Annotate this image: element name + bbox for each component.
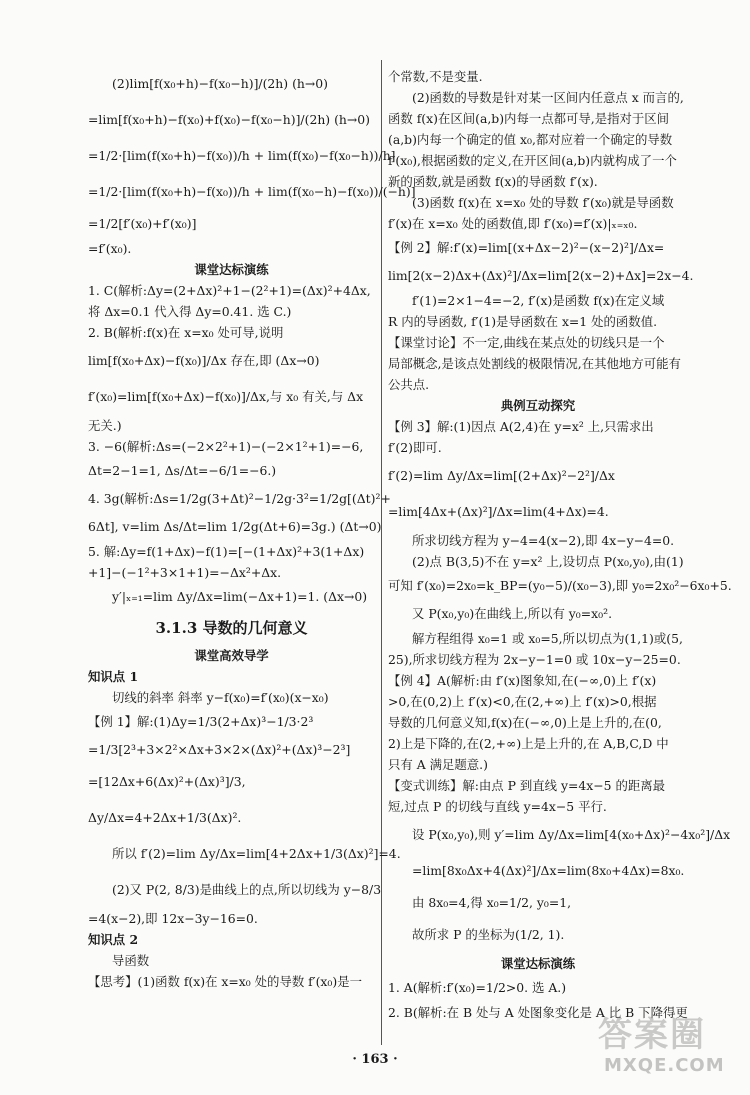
left-line: =[12Δx+6(Δx)²+(Δx)³]/3, [88,774,246,789]
left-line: =1/3[2³+3×2²×Δx+3×2×(Δx)²+(Δx)³−2³] [88,742,351,757]
left-line: 5. 解:Δy=f(1+Δx)−f(1)=[−(1+Δx)²+3(1+Δx) [88,544,365,559]
column-divider [381,60,382,1045]
page-number: · 163 · [352,1052,398,1067]
right-line: 公共点. [388,377,430,392]
right-line: 25),所求切线方程为 2x−y−1=0 或 10x−y−25=0. [388,652,681,667]
left-line: 知识点 1 [88,669,139,684]
left-line: 课堂达标演练 [194,262,269,277]
left-line: =f′(x₀). [88,241,132,256]
left-line: f′(x₀)=lim[f(x₀+Δx)−f(x₀)]/Δx,与 x₀ 有关,与 Δx [88,389,364,404]
right-line: 解方程组得 x₀=1 或 x₀=5,所以切点为(1,1)或(5, [412,631,683,646]
left-line: =1/2·[lim(f(x₀+h)−f(x₀))/h + lim(f(x₀−h)−f(x₀))/(−h)] [88,184,416,199]
right-line: (2)函数的导数是针对某一区间内任意点 x 而言的, [412,90,684,105]
right-line: lim[2(x−2)Δx+(Δx)²]/Δx=lim[2(x−2)+Δx]=2x−4. [388,268,694,283]
right-line: (3)函数 f(x)在 x=x₀ 处的导数 f′(x₀)就是导函数 [412,195,674,210]
left-line: =4(x−2),即 12x−3y−16=0. [88,911,258,926]
right-line: (2)点 B(3,5)不在 y=x² 上,设切点 P(x₀,y₀),由(1) [412,554,684,569]
right-line: 【课堂讨论】不一定,曲线在某点处的切线只是一个 [388,335,665,350]
left-line: 课堂高效导学 [194,648,269,663]
right-line: 函数 f(x)在区间(a,b)内每一点都可导,是指对于区间 [388,111,670,126]
left-line: 1. C(解析:Δy=(2+Δx)²+1−(2²+1)=(Δx)²+4Δx, [88,283,371,298]
left-line: 3.1.3 导数的几何意义 [155,619,308,637]
right-line: 【变式训练】解:由点 P 到直线 y=4x−5 的距离最 [388,778,666,793]
right-line: 课堂达标演练 [500,956,576,971]
right-line: 故所求 P 的坐标为(1/2, 1). [412,927,565,942]
right-line: R 内的导函数, f′(1)是导函数在 x=1 处的函数值. [388,314,658,329]
left-line: =1/2·[lim(f(x₀+h)−f(x₀))/h + lim(f(x₀)−f(x₀−h))/h] [88,148,396,163]
right-line: 局部概念,是该点处割线的极限情况,在其他地方可能有 [388,356,681,371]
left-line: (2)又 P(2, 8/3)是曲线上的点,所以切线为 y−8/3 [112,882,382,897]
right-line: 2)上是下降的,在(2,+∞)上是上升的,在 A,B,C,D 中 [388,736,669,751]
left-line: 【思考】(1)函数 f(x)在 x=x₀ 处的导数 f′(x₀)是一 [88,974,362,989]
right-line: 1. A(解析:f′(x₀)=1/2>0. 选 A.) [388,980,567,995]
right-line: 短,过点 P 的切线与直线 y=4x−5 平行. [388,799,607,814]
right-line: 又 P(x₀,y₀)在曲线上,所以有 y₀=x₀². [412,606,613,621]
right-line: f′(x₀),根据函数的定义,在开区间(a,b)内就构成了一个 [388,153,677,168]
left-line: 4. 3g(解析:Δs=1/2g(3+Δt)²−1/2g·3²=1/2g[(Δt)²+ [88,491,391,506]
left-line: Δt=2−1=1, Δs/Δt=−6/1=−6.) [88,463,277,478]
left-line: 2. B(解析:f(x)在 x=x₀ 处可导,说明 [88,325,284,340]
left-line: 将 Δx=0.1 代入得 Δy=0.41. 选 C.) [88,304,292,319]
right-line: f′(2)即可. [388,440,442,455]
right-line: 【例 2】解:f′(x)=lim[(x+Δx−2)²−(x−2)²]/Δx= [388,240,665,255]
right-line: (a,b)内每一个确定的值 x₀,都对应着一个确定的导数 [388,132,673,147]
watermark-en: MXQE.COM [604,1055,725,1076]
right-line: =lim[4Δx+(Δx)²]/Δx=lim(4+Δx)=4. [388,504,609,519]
right-line: f′(2)=lim Δy/Δx=lim[(2+Δx)²−2²]/Δx [388,468,615,483]
right-line: 设 P(x₀,y₀),则 y′=lim Δy/Δx=lim[4(x₀+Δx)²−4x₀²]/Δx [412,827,731,842]
right-line: 由 8x₀=4,得 x₀=1/2, y₀=1, [412,895,572,910]
right-line: 可知 f′(x₀)=2x₀=k_BP=(y₀−5)/(x₀−3),即 y₀=2x₀²−6x₀+5. [388,578,732,593]
left-line: 导函数 [112,953,150,968]
right-line: 典例互动探究 [500,398,576,413]
right-line: 【例 3】解:(1)因点 A(2,4)在 y=x² 上,只需求出 [388,419,654,434]
right-line: 导数的几何意义知,f(x)在(−∞,0)上是上升的,在(0, [388,715,662,730]
right-line: =lim[8x₀Δx+4(Δx)²]/Δx=lim(8x₀+4Δx)=8x₀. [412,863,685,878]
right-line: f′(1)=2×1−4=−2, f′(x)是函数 f(x)在定义域 [412,293,665,308]
right-column [388,66,732,1023]
watermark-cn: 答案圈 [598,1015,706,1055]
right-line: 新的函数,就是函数 f(x)的导函数 f′(x). [388,174,598,189]
left-line: 6Δt], v=lim Δs/Δt=lim 1/2g(Δt+6)=3g.) (Δt→0) [88,519,382,534]
left-line: 所以 f′(2)=lim Δy/Δx=lim[4+2Δx+1/3(Δx)²]=4. [112,846,401,861]
left-line: y′|ₓ₌₁=lim Δy/Δx=lim(−Δx+1)=1. (Δx→0) [112,589,368,604]
right-line: >0,在(0,2)上 f′(x)<0,在(2,+∞)上 f′(x)>0,根据 [388,694,657,709]
left-line: 知识点 2 [88,932,139,947]
left-line: 切线的斜率 斜率 y−f(x₀)=f′(x₀)(x−x₀) [112,690,329,705]
left-line: =1/2[f′(x₀)+f′(x₀)] [88,216,197,231]
right-line: 所求切线方程为 y−4=4(x−2),即 4x−y−4=0. [412,533,675,548]
left-line: +1]−(−1²+3×1+1)=−Δx²+Δx. [88,565,282,580]
watermark-logo [594,1007,744,1087]
left-line: Δy/Δx=4+2Δx+1/3(Δx)². [88,810,242,825]
left-line: 3. −6(解析:Δs=(−2×2²+1)−(−2×1²+1)=−6, [88,439,364,454]
right-line: 个常数,不是变量. [388,69,483,84]
left-line: 【例 1】解:(1)Δy=1/3(2+Δx)³−1/3·2³ [88,714,314,729]
left-line: lim[f(x₀+Δx)−f(x₀)]/Δx 存在,即 (Δx→0) [88,353,320,368]
left-line: (2)lim[f(x₀+h)−f(x₀−h)]/(2h) (h→0) [112,76,328,91]
right-line: 只有 A 满足题意.) [388,757,488,772]
left-line: 无关.) [88,418,122,433]
right-line: 2. B(解析:在 B 处与 A 处图象变化是 A 比 B 下降得更 [388,1005,688,1020]
right-line: 【例 4】A(解析:由 f′(x)图象知,在(−∞,0)上 f′(x) [388,673,657,688]
right-line: f′(x)在 x=x₀ 处的函数值,即 f′(x₀)=f′(x)|ₓ₌ₓ₀. [388,216,638,231]
left-line: =lim[f(x₀+h)−f(x₀)+f(x₀)−f(x₀−h)]/(2h) (h→0) [88,112,370,127]
